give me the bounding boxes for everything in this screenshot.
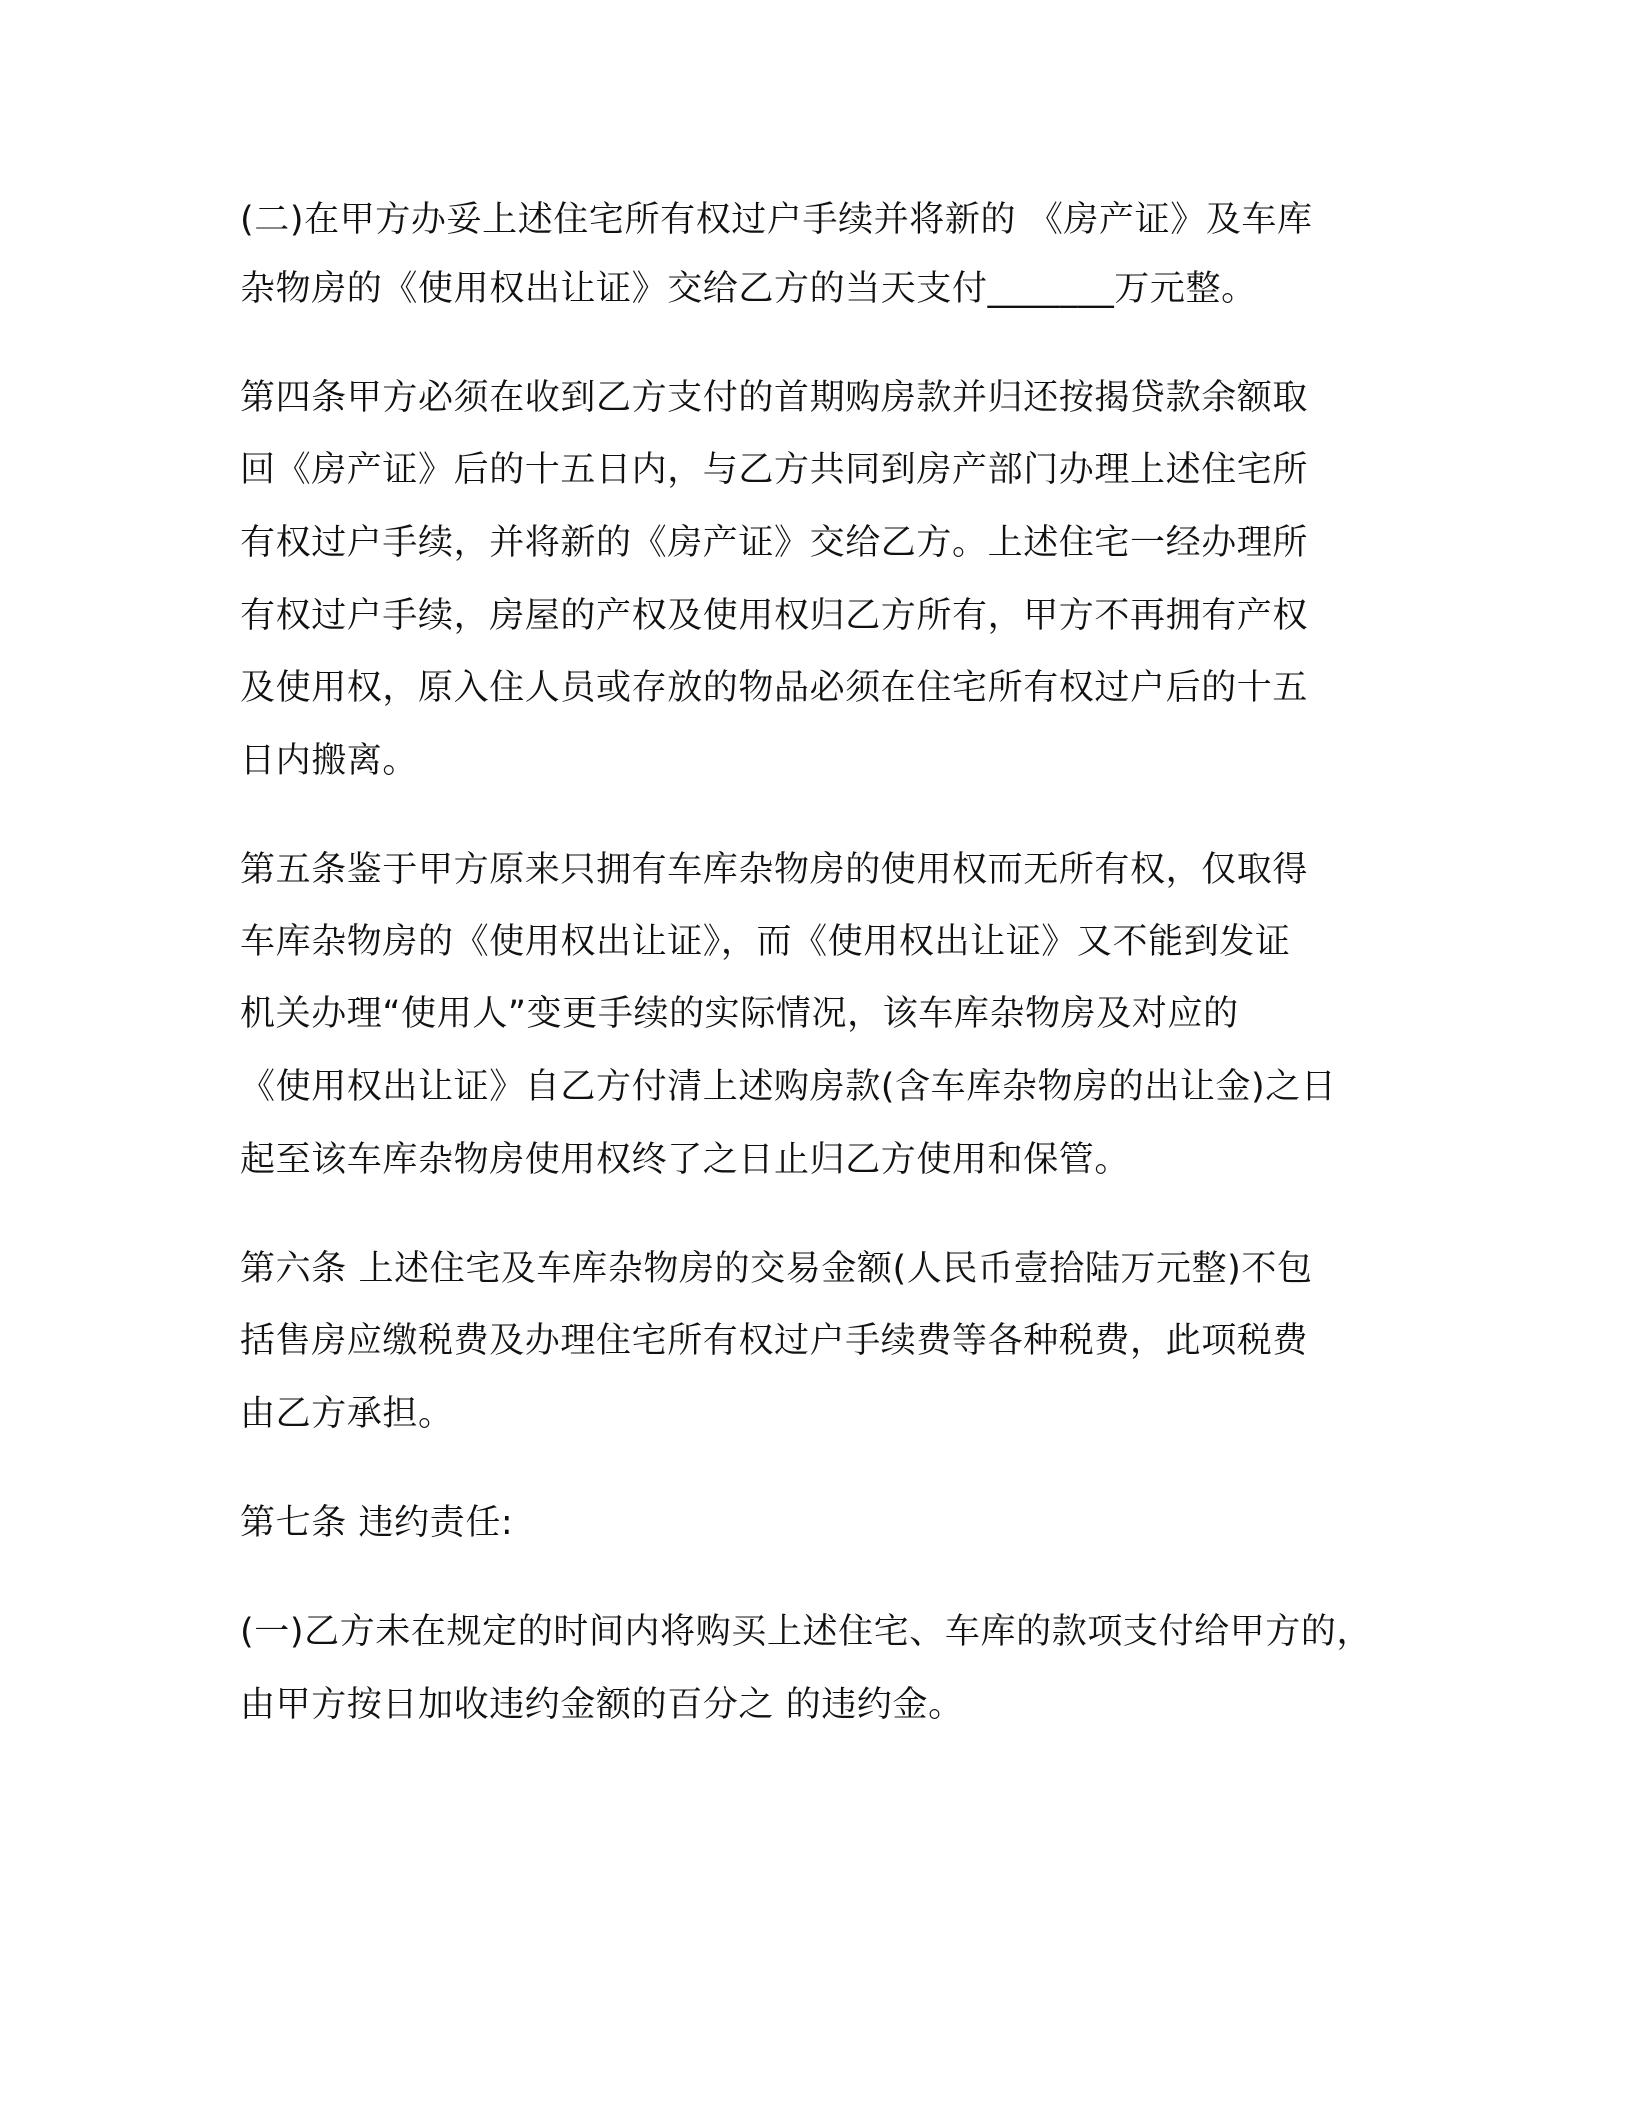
clause4-line-6: 日内搬离。	[240, 741, 419, 781]
clause5-line-5: 起至该车库杂物房使用权终了之日止归乙方使用和保管。	[240, 1140, 1131, 1180]
clause5-line-2: 车库杂物房的《使用权出让证》，而《使用权出让证》又不能到发证	[240, 922, 1291, 962]
clause6-line-1: 第六条 上述住宅及车库杂物房的交易金额(人民币壹拾陆万元整)不包	[240, 1249, 1313, 1289]
clause7-heading: 第七条 违约责任:	[240, 1503, 514, 1543]
clause3-item2-line-1: (二)在甲方办妥上述住宅所有权过户手续并将新的 《房产证》及车库	[240, 200, 1313, 240]
clause6-line-3: 由乙方承担。	[240, 1394, 454, 1434]
clause4-line-3: 有权过户手续，并将新的《房产证》交给乙方。上述住宅一经办理所	[240, 523, 1309, 563]
clause3-item2-line-2: 杂物房的《使用权出让证》交给乙方的当天支付_______万元整。	[240, 269, 1257, 309]
clause4-line-5: 及使用权，原入住人员或存放的物品必须在住宅所有权过户后的十五	[240, 668, 1309, 708]
clause6-line-2: 括售房应缴税费及办理住宅所有权过户手续费等各种税费，此项税费	[240, 1321, 1309, 1361]
clause5-line-4: 《使用权出让证》自乙方付清上述购房款(含车库杂物房的出让金)之日	[240, 1067, 1337, 1107]
clause5-line-1: 第五条鉴于甲方原来只拥有车库杂物房的使用权而无所有权，仅取得	[240, 850, 1309, 890]
clause4-line-1: 第四条甲方必须在收到乙方支付的首期购房款并归还按揭贷款余额取	[240, 378, 1309, 418]
clause5-line-3: 机关办理“使用人”变更手续的实际情况，该车库杂物房及对应的	[240, 994, 1239, 1034]
clause7-item1-line-2: 由甲方按日加收违约金额的百分之 的违约金。	[240, 1685, 964, 1725]
clause4-line-2: 回《房产证》后的十五日内，与乙方共同到房产部门办理上述住宅所	[240, 450, 1309, 490]
clause7-item1-line-1: (一)乙方未在规定的时间内将购买上述住宅、车库的款项支付给甲方的，	[240, 1612, 1373, 1652]
clause4-line-4: 有权过户手续，房屋的产权及使用权归乙方所有，甲方不再拥有产权	[240, 596, 1309, 636]
